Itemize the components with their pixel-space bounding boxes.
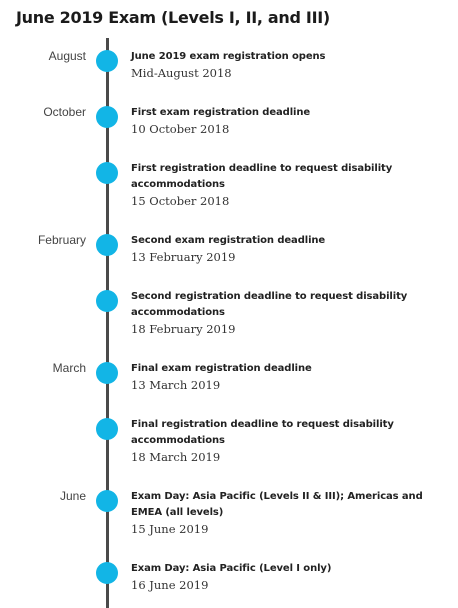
- event-content: [131, 417, 451, 465]
- timeline-dot-icon: [96, 290, 118, 312]
- event-date: 18 February 2019: [131, 322, 236, 336]
- month-label: March: [52, 361, 86, 375]
- timeline-dot-icon: [96, 418, 118, 440]
- event-heading: Final exam registration deadline: [131, 363, 312, 374]
- event-date: 13 February 2019: [131, 250, 236, 264]
- event-content: [131, 361, 451, 393]
- timeline-dot-icon: [96, 106, 118, 128]
- timeline-dot-icon: [96, 234, 118, 256]
- event-heading: First exam registration deadline: [131, 107, 311, 118]
- event-date: Mid-August 2018: [131, 66, 232, 80]
- event-heading: Exam Day: Asia Pacific (Levels II & III); Americas and EMEA (all levels): [131, 491, 423, 518]
- event-content: [131, 49, 451, 81]
- timeline-dot-icon: [96, 50, 118, 72]
- timeline-dot-icon: [96, 162, 118, 184]
- event-heading: June 2019 exam registration opens: [131, 51, 326, 62]
- month-label: June: [59, 489, 86, 503]
- event-content: [131, 489, 451, 537]
- timeline-dot-icon: [96, 562, 118, 584]
- event-date: 10 October 2018: [131, 122, 230, 136]
- month-label: February: [37, 233, 86, 247]
- month-label: October: [43, 105, 86, 119]
- event-heading: Second registration deadline to request disability accommodations: [131, 291, 408, 318]
- page-title: June 2019 Exam (Levels I, II, and III): [16, 8, 330, 27]
- event-content: [131, 161, 451, 209]
- event-date: 13 March 2019: [131, 378, 221, 392]
- event-heading: Exam Day: Asia Pacific (Level I only): [131, 563, 332, 574]
- event-content: [131, 561, 451, 593]
- timeline-dot-icon: [96, 362, 118, 384]
- timeline-dot-icon: [96, 490, 118, 512]
- event-heading: Second exam registration deadline: [131, 235, 326, 246]
- event-date: 15 October 2018: [131, 194, 230, 208]
- event-content: [131, 233, 451, 265]
- event-date: 18 March 2019: [131, 450, 221, 464]
- month-label: August: [48, 49, 86, 63]
- event-content: [131, 289, 451, 337]
- event-date: 16 June 2019: [131, 578, 209, 592]
- event-heading: Final registration deadline to request disability accommodations: [131, 419, 394, 446]
- event-content: [131, 105, 451, 137]
- event-heading: First registration deadline to request disability accommodations: [131, 163, 393, 190]
- event-date: 15 June 2019: [131, 522, 209, 536]
